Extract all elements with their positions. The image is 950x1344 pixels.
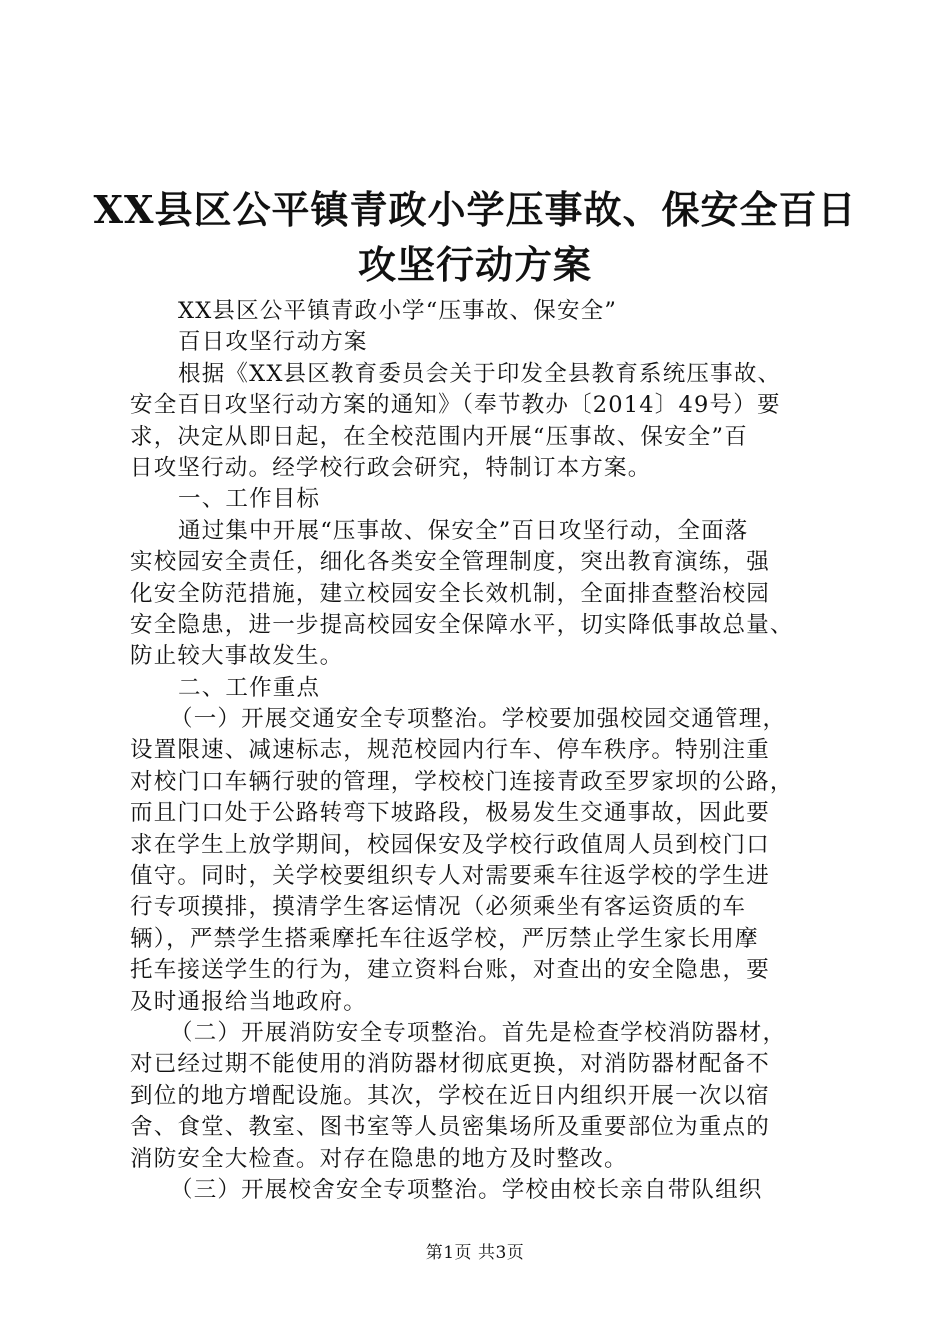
body-line: （一）开展交通安全专项整治。学校要加强校园交通管理， — [170, 706, 787, 733]
body-line: 通过集中开展“压事故、保安全”百日攻坚行动，全面落 — [178, 517, 749, 544]
body-line: 求在学生上放学期间，校园保安及学校行政值周人员到校门口 — [130, 831, 770, 858]
body-line: 实校园安全责任，细化各类安全管理制度，突出教育演练，强 — [130, 549, 770, 576]
body-line: 托车接送学生的行为，建立资料台账，对查出的安全隐患，要 — [130, 957, 770, 984]
body-line: 消防安全大检查。对存在隐患的地方及时整改。 — [130, 1145, 628, 1172]
body-line: 日攻坚行动。经学校行政会研究，特制订本方案。 — [130, 454, 652, 481]
body-line: 对已经过期不能使用的消防器材彻底更换，对消防器材配备不 — [130, 1051, 770, 1078]
body-line: 辆），严禁学生搭乘摩托车往返学校，严厉禁止学生家长用摩 — [130, 925, 759, 952]
body-line: （三）开展校舍安全专项整治。学校由校长亲自带队组织 — [170, 1176, 763, 1203]
section-heading: 一、工作目标 — [178, 486, 321, 513]
body-line: 值守。同时，关学校要组织专人对需要乘车往返学校的学生进 — [130, 863, 770, 890]
body-line: 到位的地方增配设施。其次，学校在近日内组织开展一次以宿 — [130, 1082, 770, 1109]
body-line: 百日攻坚行动方案 — [178, 329, 368, 356]
body-line: 安全隐患，进一步提高校园安全保障水平，切实降低事故总量、 — [130, 611, 794, 638]
body-line: 设置限速、减速标志，规范校园内行车、停车秩序。特别注重 — [130, 737, 770, 764]
document-title-line-1: XX县区公平镇青政小学压事故、保安全百日 — [93, 187, 857, 232]
document-body — [130, 296, 840, 1206]
body-line: （二）开展消防安全专项整治。首先是检查学校消防器材， — [170, 1019, 787, 1046]
section-heading: 二、工作重点 — [178, 674, 321, 701]
body-line: 舍、食堂、教室、图书室等人员密集场所及重要部位为重点的 — [130, 1114, 770, 1141]
page-footer: 第1页 共3页 — [425, 1243, 525, 1263]
body-line: 化安全防范措施，建立校园安全长效机制，全面排查整治校园 — [130, 580, 770, 607]
body-line: 行专项摸排，摸清学生客运情况（必须乘坐有客运资质的车 — [130, 894, 747, 921]
body-line: 而且门口处于公路转弯下坡路段，极易发生交通事故，因此要 — [130, 800, 770, 827]
body-line: 安全百日攻坚行动方案的通知》（奉节教办〔2014〕49号）要 — [130, 392, 781, 419]
document-title-line-2: 攻坚行动方案 — [357, 242, 592, 287]
body-line: 对校门口车辆行驶的管理，学校校门连接青政至罗家坝的公路， — [130, 768, 794, 795]
body-line: 防止较大事故发生。 — [130, 643, 344, 670]
body-line: 求，决定从即日起，在全校范围内开展“压事故、保安全”百 — [130, 423, 748, 450]
body-line: XX县区公平镇青政小学“压事故、保安全” — [178, 298, 618, 324]
body-line: 根据《XX县区教育委员会关于印发全县教育系统压事故、 — [178, 360, 782, 387]
body-line: 及时通报给当地政府。 — [130, 988, 368, 1015]
